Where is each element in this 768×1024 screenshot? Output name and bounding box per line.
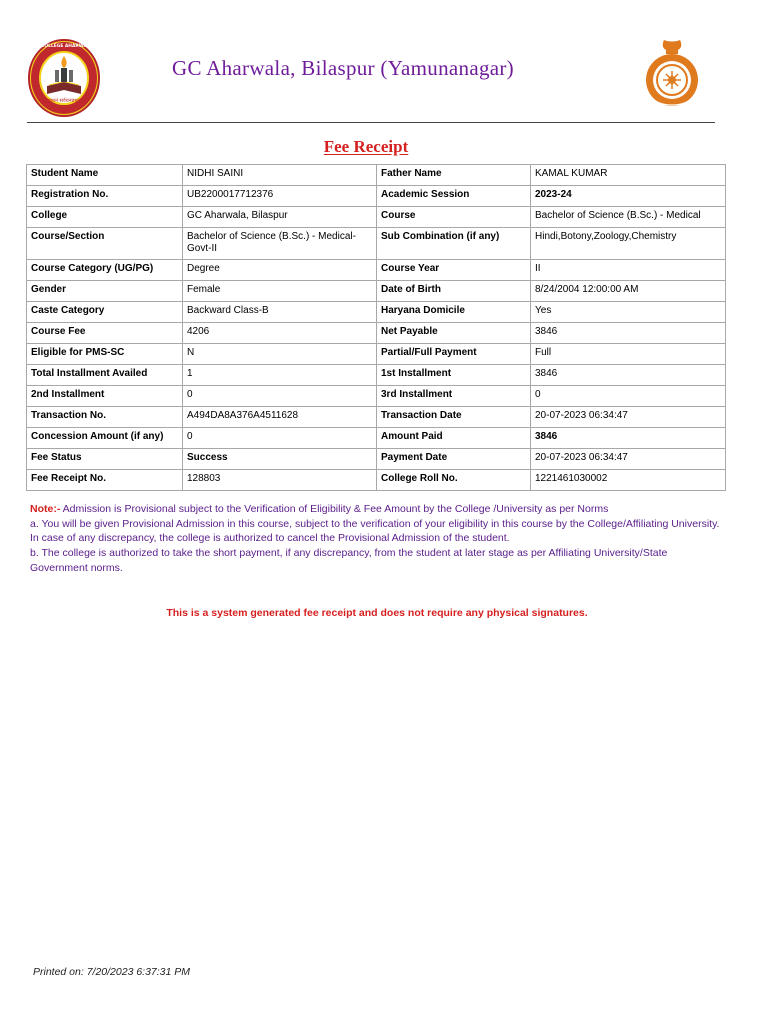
field-label: Student Name <box>27 165 183 186</box>
table-row <box>27 428 726 449</box>
field-value: A494DA8A376A4511628 <box>183 407 377 428</box>
table-row <box>27 260 726 281</box>
field-label: Course <box>377 207 531 228</box>
field-label: Course Category (UG/PG) <box>27 260 183 281</box>
field-value: Yes <box>531 302 726 323</box>
field-label: Payment Date <box>377 449 531 470</box>
header-divider <box>27 122 715 123</box>
field-value: 4206 <box>183 323 377 344</box>
field-value: 1 <box>183 365 377 386</box>
field-label: Eligible for PMS-SC <box>27 344 183 365</box>
field-value: 128803 <box>183 470 377 491</box>
field-value: 0 <box>183 428 377 449</box>
college-title: GC Aharwala, Bilaspur (Yamunanagar) <box>172 56 514 80</box>
field-label: Sub Combination (if any) <box>377 228 531 260</box>
table-row <box>27 228 726 260</box>
table-row <box>27 386 726 407</box>
fee-details-table <box>26 164 726 491</box>
field-value: Hindi,Botony,Zoology,Chemistry <box>531 228 726 260</box>
field-value: Degree <box>183 260 377 281</box>
note-item-a: a. You will be given Provisional Admission in this course, subject to the verification of your eligibility in this course by the College/Affiliating University. In case of any discrepancy, the college is authorized to cancel the Provisional Admission of the student. <box>30 517 720 545</box>
table-row <box>27 365 726 386</box>
field-label: 2nd Installment <box>27 386 183 407</box>
table-row <box>27 165 726 186</box>
receipt-title: Fee Receipt <box>323 137 409 156</box>
field-label: Course Year <box>377 260 531 281</box>
field-label: College <box>27 207 183 228</box>
field-label: Net Payable <box>377 323 531 344</box>
field-label: Amount Paid <box>377 428 531 449</box>
field-label: Date of Birth <box>377 281 531 302</box>
field-label: Caste Category <box>27 302 183 323</box>
note-prefix: Note:- <box>30 503 61 515</box>
field-value: Bachelor of Science (B.Sc.) - Medical <box>531 207 726 228</box>
field-label: Registration No. <box>27 186 183 207</box>
field-value: 20-07-2023 06:34:47 <box>531 449 726 470</box>
field-label: 1st Installment <box>377 365 531 386</box>
field-value: 3846 <box>531 323 726 344</box>
table-row <box>27 323 726 344</box>
college-motto: विद्याधनं सर्वधनप्रधानम् <box>43 98 85 104</box>
field-value: 0 <box>183 386 377 407</box>
field-label: Father Name <box>377 165 531 186</box>
field-value: 3846 <box>531 365 726 386</box>
table-row <box>27 186 726 207</box>
receipt-header <box>0 0 768 124</box>
field-value: 20-07-2023 06:34:47 <box>531 407 726 428</box>
field-value: Full <box>531 344 726 365</box>
field-value: II <box>531 260 726 281</box>
field-label: Academic Session <box>377 186 531 207</box>
college-ring-text: GOVERNMENT COLLEGE AHARWALA (BILASPUR) <box>4 44 124 49</box>
field-value: N <box>183 344 377 365</box>
field-label: 3rd Installment <box>377 386 531 407</box>
notes-section <box>30 502 720 576</box>
field-value: Success <box>183 449 377 470</box>
table-row <box>27 449 726 470</box>
field-value: KAMAL KUMAR <box>531 165 726 186</box>
field-label: Course Fee <box>27 323 183 344</box>
table-row <box>27 344 726 365</box>
field-value: 2023-24 <box>531 186 726 207</box>
field-label: Total Installment Availed <box>27 365 183 386</box>
college-emblem-icon <box>4 38 124 118</box>
haryana-government-emblem-icon <box>640 36 704 112</box>
table-row <box>27 207 726 228</box>
field-label: Gender <box>27 281 183 302</box>
field-label: Concession Amount (if any) <box>27 428 183 449</box>
system-generated-note: This is a system generated fee receipt and does not require any physical signatures. <box>166 607 588 619</box>
field-label: Haryana Domicile <box>377 302 531 323</box>
field-value: GC Aharwala, Bilaspur <box>183 207 377 228</box>
field-label: College Roll No. <box>377 470 531 491</box>
printed-on-timestamp: Printed on: 7/20/2023 6:37:31 PM <box>33 966 191 978</box>
field-value: Female <box>183 281 377 302</box>
field-label: Fee Status <box>27 449 183 470</box>
field-value: 3846 <box>531 428 726 449</box>
field-value: 8/24/2004 12:00:00 AM <box>531 281 726 302</box>
note-item-b: b. The college is authorized to take the short payment, if any discrepancy, from the student at later stage as per Affiliating University/State Government norms. <box>30 547 668 574</box>
field-label: Transaction No. <box>27 407 183 428</box>
table-row <box>27 407 726 428</box>
field-value: Bachelor of Science (B.Sc.) - Medical-Govt-II <box>183 228 377 260</box>
table-row <box>27 302 726 323</box>
table-row <box>27 281 726 302</box>
field-value: 1221461030002 <box>531 470 726 491</box>
table-row <box>27 470 726 491</box>
field-label: Partial/Full Payment <box>377 344 531 365</box>
field-label: Fee Receipt No. <box>27 470 183 491</box>
field-label: Transaction Date <box>377 407 531 428</box>
note-line-1: Admission is Provisional subject to the Verification of Eligibility & Fee Amount by the College /University as per Norms <box>60 503 609 515</box>
field-value: NIDHI SAINI <box>183 165 377 186</box>
field-value: 0 <box>531 386 726 407</box>
field-value: Backward Class-B <box>183 302 377 323</box>
field-label: Course/Section <box>27 228 183 260</box>
note-main <box>30 502 720 517</box>
field-value: UB2200017712376 <box>183 186 377 207</box>
